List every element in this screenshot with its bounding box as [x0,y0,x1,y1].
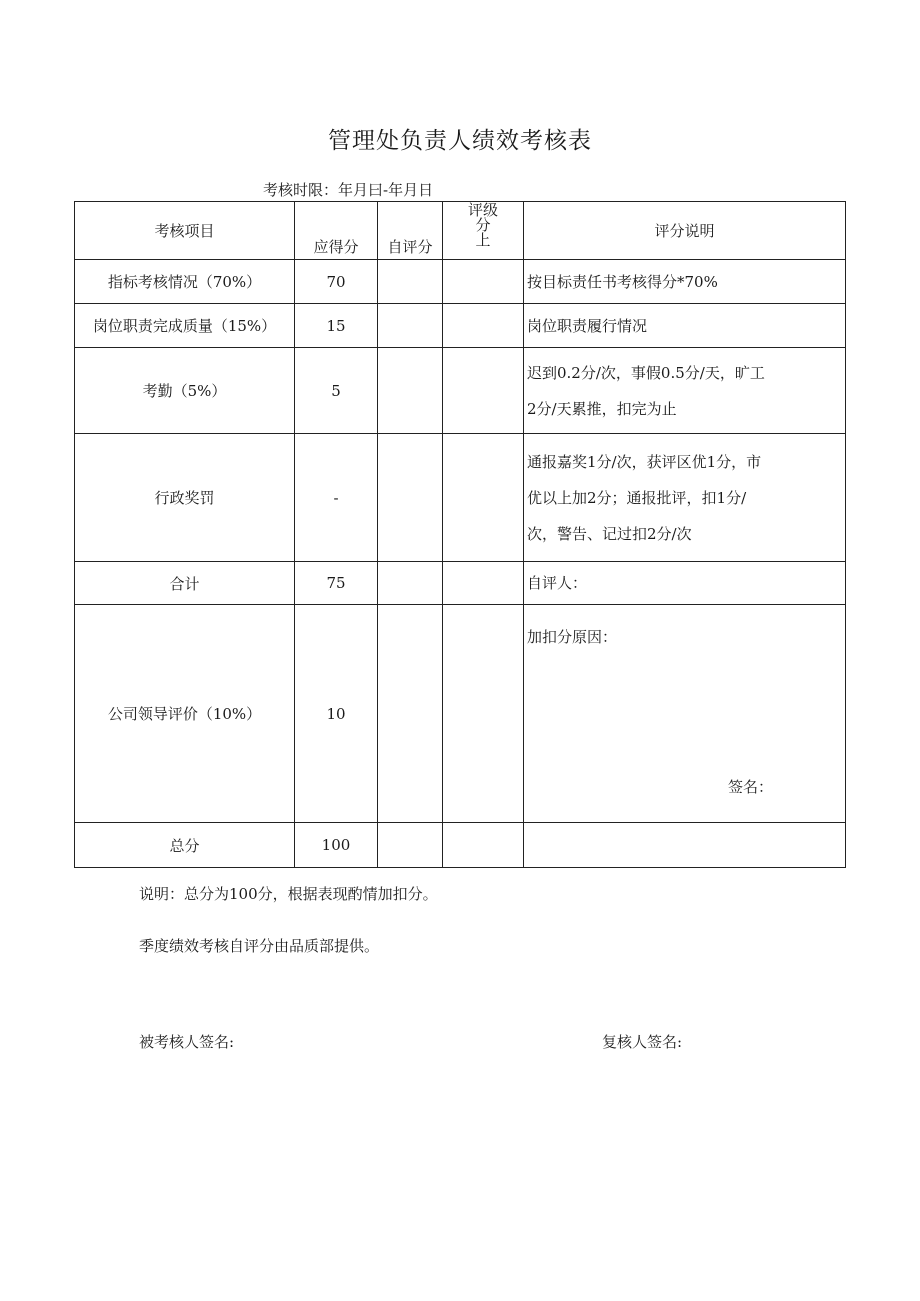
item-cell: 指标考核情况（70%） [75,260,295,304]
table-row [75,562,846,605]
header-rating-line-3: 上 [475,231,491,249]
header-description: 评分说明 [524,202,846,260]
description-cell [524,348,846,434]
document-title: 管理处负责人绩效考核表 [328,128,592,154]
standard-score-cell: - [295,434,378,562]
description-line: 迟到0.2分/次，事假0.5分/天，旷工 [527,363,765,382]
header-rating-line-2: 分 [475,216,491,234]
standard-score-cell: 100 [295,823,378,868]
table-row [75,304,846,348]
self-score-cell [378,260,443,304]
description-line: 加扣分原因： [527,628,618,646]
assessee-signature-label: 被考核人签名: [139,1033,235,1051]
self-score-cell [378,304,443,348]
description-cell [524,823,846,868]
reviewer-signature-label: 复核人签名: [602,1033,683,1051]
standard-score-cell: 15 [295,304,378,348]
rating-score-cell [443,348,524,434]
self-score-cell [378,562,443,605]
description-cell: 自评人： [524,562,846,605]
item-cell: 公司领导评价（10%） [75,605,295,823]
self-score-cell [378,348,443,434]
item-cell: 总分 [75,823,295,868]
rating-score-cell [443,434,524,562]
item-cell: 合计 [75,562,295,605]
description-cell [524,605,846,823]
header-standard-score: 应得分 [295,202,378,260]
table-row [75,260,846,304]
header-rating-line-1: 评级 [467,201,498,219]
self-score-cell [378,605,443,823]
header-row [75,202,846,260]
self-score-cell [378,823,443,868]
item-cell: 岗位职责完成质量（15%） [75,304,295,348]
self-score-cell [378,434,443,562]
standard-score-cell: 10 [295,605,378,823]
rating-score-cell [443,823,524,868]
item-cell: 考勤（5%） [75,348,295,434]
table-row [75,348,846,434]
table-row [75,434,846,562]
header-item: 考核项目 [75,202,295,260]
rating-score-cell [443,605,524,823]
leader-comment-box [527,605,845,821]
description-cell [524,434,846,562]
description-cell: 按目标责任书考核得分*70% [524,260,846,304]
header-rating-score [443,202,524,260]
rating-score-cell [443,562,524,605]
description-line: 次，警告、记过扣2分/次 [527,524,692,543]
assessment-table [74,201,846,868]
standard-score-cell: 5 [295,348,378,434]
header-self-score: 自评分 [378,202,443,260]
standard-score-cell: 75 [295,562,378,605]
table-row [75,605,846,823]
table-row [75,823,846,868]
description-line: 2分/天累推，扣完为止 [527,399,677,418]
leader-signature-label: 签名： [727,778,773,796]
rating-score-cell [443,260,524,304]
description-line: 通报嘉奖1分/次，获评区优1分，市 [527,452,762,471]
assessment-period: 考核时限：年月曰-年月日 [263,181,434,199]
standard-score-cell: 70 [295,260,378,304]
note-line-1: 说明：总分为100分，根据表现酌情加扣分。 [139,885,438,903]
note-line-2: 季度绩效考核自评分由品质部提供。 [139,937,380,955]
item-cell: 行政奖罚 [75,434,295,562]
rating-score-cell [443,304,524,348]
description-cell: 岗位职责履行情况 [524,304,846,348]
description-line: 优以上加2分；通报批评，扣1分/ [527,488,747,507]
